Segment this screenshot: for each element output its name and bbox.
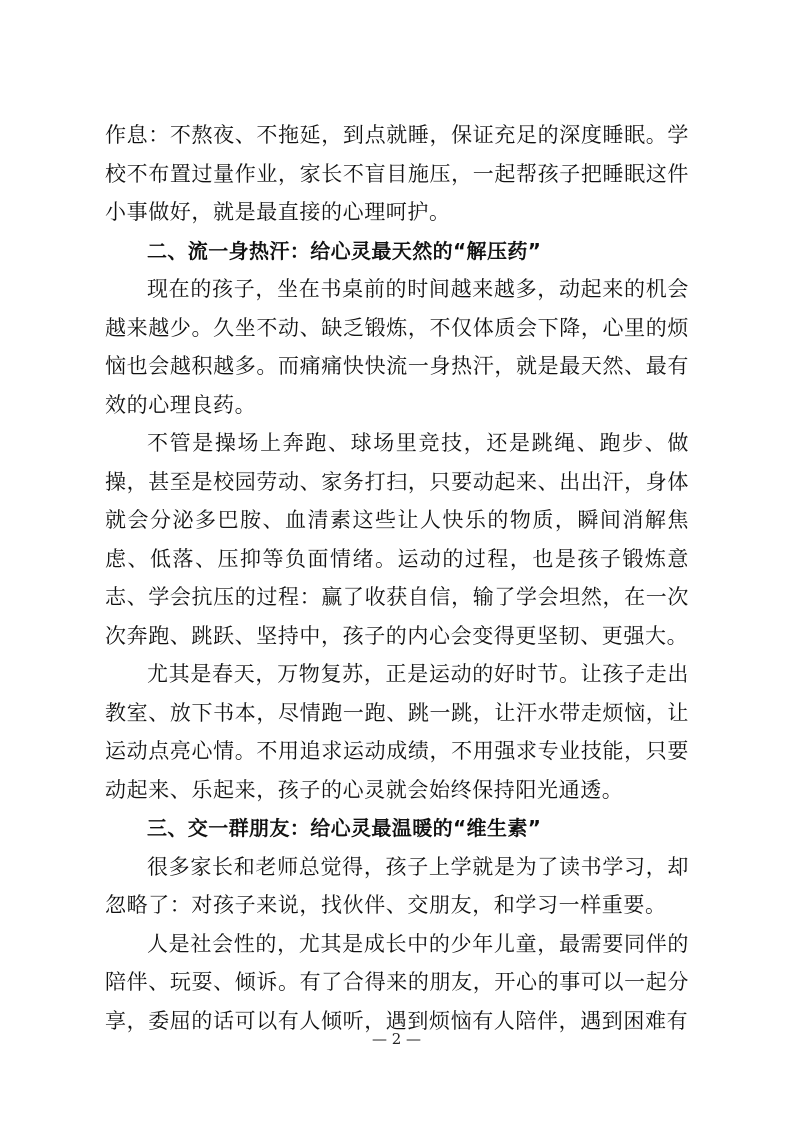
document-page xyxy=(105,116,689,1040)
paragraph-sleep-continued: 作息：不熬夜、不拖延，到点就睡，保证充足的深度睡眠。学校不布置过量作业，家长不盲目施压，一起帮孩子把睡眠这件小事做好，就是最直接的心理呵护。 xyxy=(105,123,689,224)
page-number: — 2 — xyxy=(371,1030,422,1048)
paragraph-exercise-spring: 尤其是春天，万物复苏，正是运动的好时节。让孩子走出教室、放下书本，尽情跑一跑、跳一跳，让汗水带走烦恼，让运动点亮心情。不用追求运动成绩，不用强求专业技能，只要动起来、乐起来，孩子的心灵就会始终保持阳光通透。 xyxy=(105,662,689,802)
section-heading-friends: 三、交一群朋友：给心灵最温暖的“维生素” xyxy=(147,816,542,840)
paragraph-exercise-benefits: 不管是操场上奔跑、球场里竞技，还是跳绳、跑步、做操，甚至是校园劳动、家务打扫，只要动起来、出出汗，身体就会分泌多巴胺、血清素这些让人快乐的物质，瞬间消解焦虑、低落、压抑等负面情绪。运动的过程，也是孩子锻炼意志、学会抗压的过程：赢了收获自信，输了学会坦然，在一次次奔跑、跳跃、坚持中，孩子的内心会变得更坚韧、更强大。 xyxy=(105,431,689,648)
paragraph-friends-intro: 很多家长和老师总觉得，孩子上学就是为了读书学习，却忽略了：对孩子来说，找伙伴、交朋友，和学习一样重要。 xyxy=(105,854,689,917)
paragraph-friends-social: 人是社会性的，尤其是成长中的少年儿童，最需要同伴的陪伴、玩耍、倾诉。有了合得来的朋友，开心的事可以一起分享，委屈的话可以有人倾听，遇到烦恼有人陪伴，遇到困难有 xyxy=(105,931,689,1033)
section-heading-exercise: 二、流一身热汗：给心灵最天然的“解压药” xyxy=(147,238,542,263)
paragraph-exercise-intro: 现在的孩子，坐在书桌前的时间越来越多，动起来的机会越来越少。久坐不动、缺乏锻炼，不仅体质会下降，心里的烦恼也会越积越多。而痛痛快快流一身热汗，就是最天然、最有效的心理良药。 xyxy=(105,277,689,417)
